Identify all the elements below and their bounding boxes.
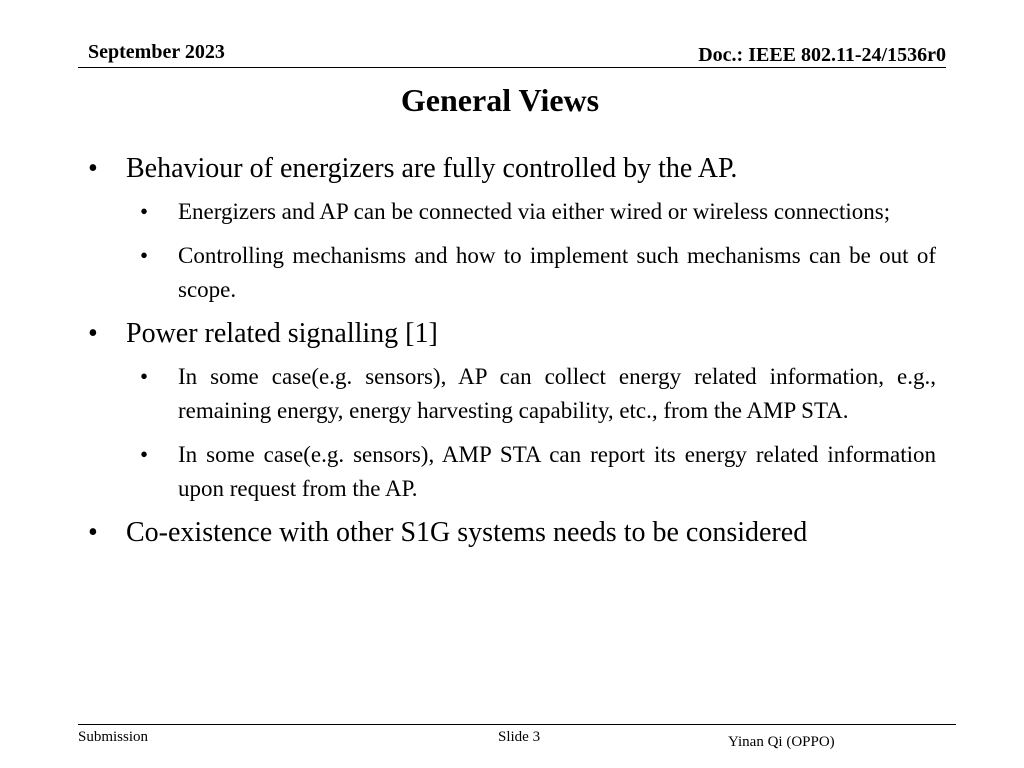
header-doc-id: Doc.: IEEE 802.11-24/1536r0 — [698, 44, 946, 66]
header-date: September 2023 — [88, 41, 225, 63]
bullet-1-text: Behaviour of energizers are fully controlled by the AP. — [126, 153, 738, 184]
bullet-3 — [88, 516, 936, 550]
bullet-2-text: Power related signalling [1] — [126, 318, 438, 349]
footer-slide-number: Slide 3 — [498, 729, 541, 745]
sub-bullet-1-1 — [140, 195, 936, 229]
sub-bullet-2-1 — [140, 360, 936, 428]
sub-bullet-marker: • — [140, 199, 149, 224]
bullet-1 — [88, 152, 936, 186]
slide-body — [88, 152, 936, 559]
sub-bullet-2-1-text: In some case(e.g. sensors), AP can collect energy related information, e.g., remaining energy, energy harvesting capability, etc., from the AMP STA. — [178, 364, 936, 423]
bullet-2 — [88, 317, 936, 351]
header-divider — [78, 67, 946, 68]
sub-bullet-marker: • — [140, 243, 149, 268]
sub-bullet-marker: • — [140, 364, 149, 389]
bullet-marker: • — [88, 153, 98, 184]
sub-bullet-1-2 — [140, 239, 936, 307]
footer-submission: Submission — [78, 729, 149, 745]
footer-divider — [78, 724, 956, 725]
footer-author: Yinan Qi (OPPO) — [728, 734, 835, 750]
sub-bullet-1-1-text: Energizers and AP can be connected via either wired or wireless connections; — [178, 199, 891, 224]
bullet-3-text: Co-existence with other S1G systems needs to be considered — [126, 517, 808, 548]
sub-bullet-2-2-text: In some case(e.g. sensors), AMP STA can report its energy related information upon request from the AP. — [178, 442, 936, 501]
sub-bullet-marker: • — [140, 442, 149, 467]
sub-bullet-2-2 — [140, 438, 936, 506]
sub-bullet-1-2-text: Controlling mechanisms and how to implement such mechanisms can be out of scope. — [178, 243, 936, 302]
bullet-marker: • — [88, 517, 98, 548]
slide-title: General Views — [400, 82, 600, 118]
bullet-marker: • — [88, 318, 98, 349]
